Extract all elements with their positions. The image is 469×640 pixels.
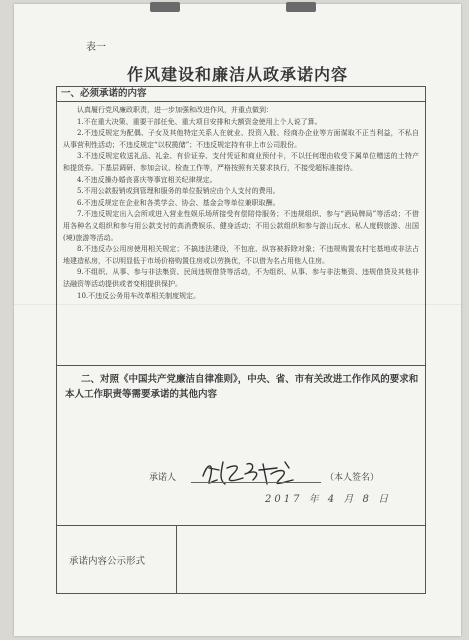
commitment-table — [56, 86, 426, 594]
section1-body — [63, 105, 419, 302]
table-label: 表一 — [86, 42, 106, 53]
binder-clip-left — [150, 2, 180, 12]
section2-heading: 二、对照《中国共产党廉洁自律准则》，中央、省、市有关改进工作作风的要求和本人工作职责等需要承诺的其他内容 — [65, 374, 419, 400]
commitment-item-6: 6.不违反规定在企业和各类学会、协会、基金会等单位兼职取酬。 — [77, 198, 280, 207]
handwritten-signature — [197, 454, 307, 490]
commitment-intro: 认真履行党风廉政职责，进一步加强和改进作风，并重点做到： — [77, 106, 273, 114]
commitment-item-1: 1.不在重大决策、重要干部任免、重大项目安排和大额资金使用上个人说了算。 — [77, 117, 322, 126]
commitment-item-10: 10.不违反公务用车改革相关制度规定。 — [77, 291, 201, 300]
handwritten-date: 2017 年 4 月 8 日 — [265, 494, 392, 505]
commitment-item-5: 5.不用公款报销或到管理和服务的单位报销应由个人支付的费用。 — [77, 187, 280, 196]
commitment-item-3: 3.不违反规定收送礼品、礼金、有价证券、支付凭证和商业预付卡，不以任何理由收受下属单位赠送的土特产和提货券。下基层调研、参加会议、检查工作等，严格按照有关要求执行，不接受超标准接待。 — [63, 152, 419, 172]
section3 — [57, 525, 425, 593]
commitment-item-2: 2.不违反规定为配偶、子女及其他特定关系人在就业、投资入股、经商办企业等方面谋取不正当利益，不私自从事营利性活动；不违反规定“以权揽储”；不违反规定持有非上市公司股份。 — [63, 129, 419, 149]
commitment-item-4: 4.不违反操办婚丧喜庆等事宜相关纪律规定。 — [77, 175, 217, 184]
signature-note: （本人签名） — [325, 473, 380, 483]
signer-label: 承诺人 — [149, 473, 177, 483]
commitment-item-7: 7.不违反规定出入会所或进入营业性娱乐场所接受有偿陪侍服务；不违规组织、参与“酒局牌局”等活动；不借用各种名义组织和参与用公款支付的高消费娱乐、健身活动；不用公款组织和参与游山玩水、私人度假旅游、出国(境)旅游等活动。 — [63, 210, 419, 242]
document-title: 作风建设和廉洁从政承诺内容 — [126, 65, 348, 84]
disclosure-form-label: 承诺内容公示形式 — [57, 526, 177, 593]
section2 — [57, 365, 425, 526]
binder-clip-right — [286, 2, 316, 12]
commitment-item-9: 9.不组织、从事、参与非法集资、民间违规借贷等活动，不为组织、从事、参与非法集资、违规借贷及其他非法融资等活动提供或者变相提供保护。 — [63, 268, 419, 288]
signature-line — [191, 482, 321, 483]
commitment-item-8: 8.不违反办公用房使用相关规定；不搞违法建设，不包庇、纵容被拆除对象；不违规购置农村宅基地或非法占地建造私房，不以明显低于市场价格购置住房或以劳换优，不以借为名占用他人住房。 — [63, 245, 419, 265]
document-page — [14, 4, 461, 636]
section1-heading: 一、必须承诺的内容 — [57, 87, 425, 102]
